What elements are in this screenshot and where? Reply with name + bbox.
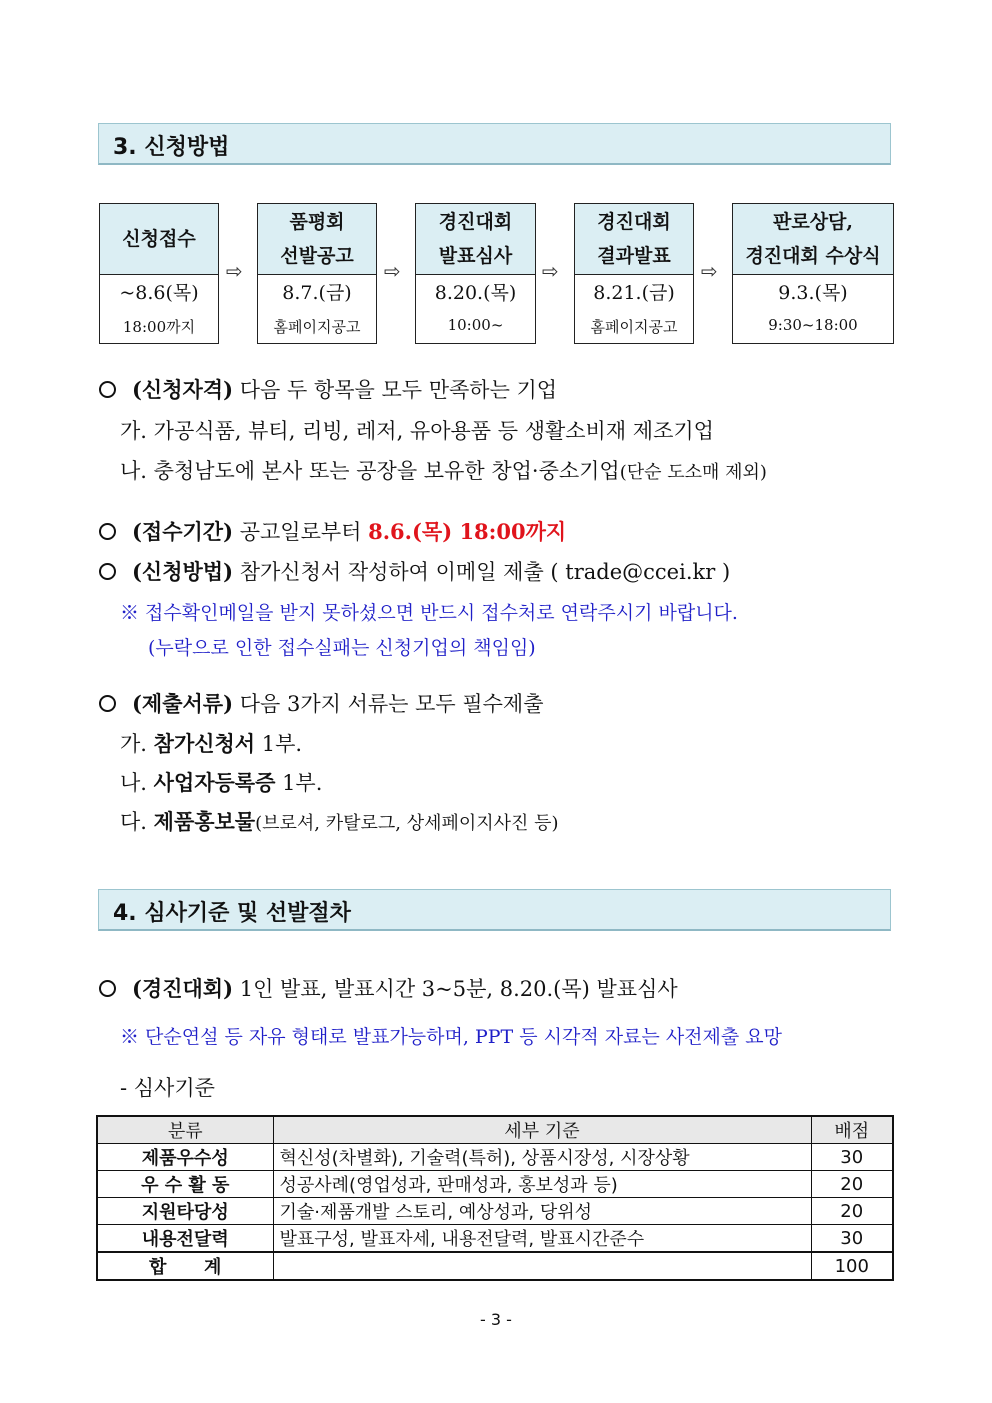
step-title: 품평회 선발공고 <box>258 204 376 275</box>
process-step-5 <box>732 203 894 344</box>
bullet-icon <box>99 980 116 997</box>
step-time: 홈페이지공고 <box>273 318 361 336</box>
step-title: 판로상담, 경진대회 수상식 <box>733 204 893 275</box>
document-item: 다. 제품홍보물(브로셔, 카탈로그, 상세페이지사진 등) <box>120 809 559 834</box>
arrow-icon: ⇨ <box>384 259 401 283</box>
step-time: 9:30~18:00 <box>768 316 858 334</box>
arrow-icon: ⇨ <box>226 259 243 283</box>
header-score: 배점 <box>811 1116 893 1144</box>
process-step-4 <box>574 203 694 344</box>
step-title: 경진대회 결과발표 <box>575 204 693 275</box>
period-label: (접수기간) <box>132 519 234 544</box>
process-step-1 <box>99 203 219 344</box>
contest-notice: ※ 단순연설 등 자유 형태로 발표가능하며, PPT 등 시각적 자료는 사전제출 요망 <box>120 1026 782 1048</box>
table-row: 우 수 활 동 성공사례(영업성과, 판매성과, 홍보성과 등) 20 <box>97 1171 893 1198</box>
step-date: 9.3.(목) <box>778 282 848 304</box>
step-title: 신청접수 <box>100 204 218 275</box>
criteria-heading: - 심사기준 <box>120 1076 215 1100</box>
method-notice-sub: (누락으로 인한 접수실패는 신청기업의 책임임) <box>148 637 536 659</box>
step-date: ~8.6(목) <box>119 282 199 304</box>
method-line <box>99 556 730 586</box>
page-number: - 3 - <box>480 1310 512 1329</box>
section-4-header <box>98 889 891 931</box>
contest-line <box>99 973 678 1003</box>
header-category: 분류 <box>97 1116 273 1144</box>
section-3-header <box>98 123 891 165</box>
header-detail: 세부 기준 <box>273 1116 811 1144</box>
period-line <box>99 516 566 546</box>
method-notice: ※ 접수확인메일을 받지 못하셨으면 반드시 접수처로 연락주시기 바랍니다. <box>120 602 738 624</box>
eligibility-item: 나. 충청남도에 본사 또는 공장을 보유한 창업·중소기업(단순 도소매 제외) <box>120 459 767 483</box>
table-row: 지원타당성 기술·제품개발 스토리, 예상성과, 당위성 20 <box>97 1198 893 1225</box>
period-deadline: 8.6.(목) 18:00까지 <box>368 519 567 544</box>
process-step-2 <box>257 203 377 344</box>
table-row: 제품우수성 혁신성(차별화), 기술력(특허), 상품시장성, 시장상황 30 <box>97 1144 893 1171</box>
arrow-icon: ⇨ <box>701 259 718 283</box>
step-date: 8.7.(금) <box>282 282 352 304</box>
step-date: 8.20.(목) <box>434 282 517 304</box>
method-text: 참가신청서 작성하여 이메일 제출 ( trade@ccei.kr ) <box>239 560 731 584</box>
period-text: 공고일로부터 <box>239 520 362 544</box>
step-title: 경진대회 발표심사 <box>416 204 535 275</box>
contest-label: (경진대회) <box>132 976 234 1001</box>
section-3-title: 3. 신청방법 <box>113 135 230 160</box>
contest-text: 1인 발표, 발표시간 3~5분, 8.20.(목) 발표심사 <box>239 977 678 1001</box>
document-item: 나. 사업자등록증 1부. <box>120 770 323 795</box>
process-step-3 <box>415 203 536 344</box>
table-total-row: 합 계 100 <box>97 1252 893 1280</box>
documents-text: 다음 3가지 서류는 모두 필수제출 <box>239 692 544 716</box>
criteria-table <box>96 1115 894 1281</box>
bullet-icon <box>99 523 116 540</box>
bullet-icon <box>99 563 116 580</box>
documents-label: (제출서류) <box>132 691 234 716</box>
table-row: 내용전달력 발표구성, 발표자세, 내용전달력, 발표시간준수 30 <box>97 1225 893 1253</box>
table-header-row <box>97 1116 893 1144</box>
bullet-icon <box>99 381 116 398</box>
eligibility-label: (신청자격) <box>132 377 234 402</box>
section-4-title: 4. 심사기준 및 선발절차 <box>113 901 351 926</box>
method-label: (신청방법) <box>132 559 234 584</box>
step-date: 8.21.(금) <box>593 282 675 304</box>
step-time: 홈페이지공고 <box>590 318 678 336</box>
step-time: 10:00~ <box>447 316 504 334</box>
eligibility-line <box>99 374 557 404</box>
document-item: 가. 참가신청서 1부. <box>120 731 303 756</box>
bullet-icon <box>99 695 116 712</box>
arrow-icon: ⇨ <box>542 259 559 283</box>
eligibility-item: 가. 가공식품, 뷰티, 리빙, 레저, 유아용품 등 생활소비재 제조기업 <box>120 419 714 443</box>
step-time: 18:00까지 <box>122 318 196 336</box>
documents-line <box>99 688 544 718</box>
eligibility-text: 다음 두 항목을 모두 만족하는 기업 <box>239 378 558 402</box>
